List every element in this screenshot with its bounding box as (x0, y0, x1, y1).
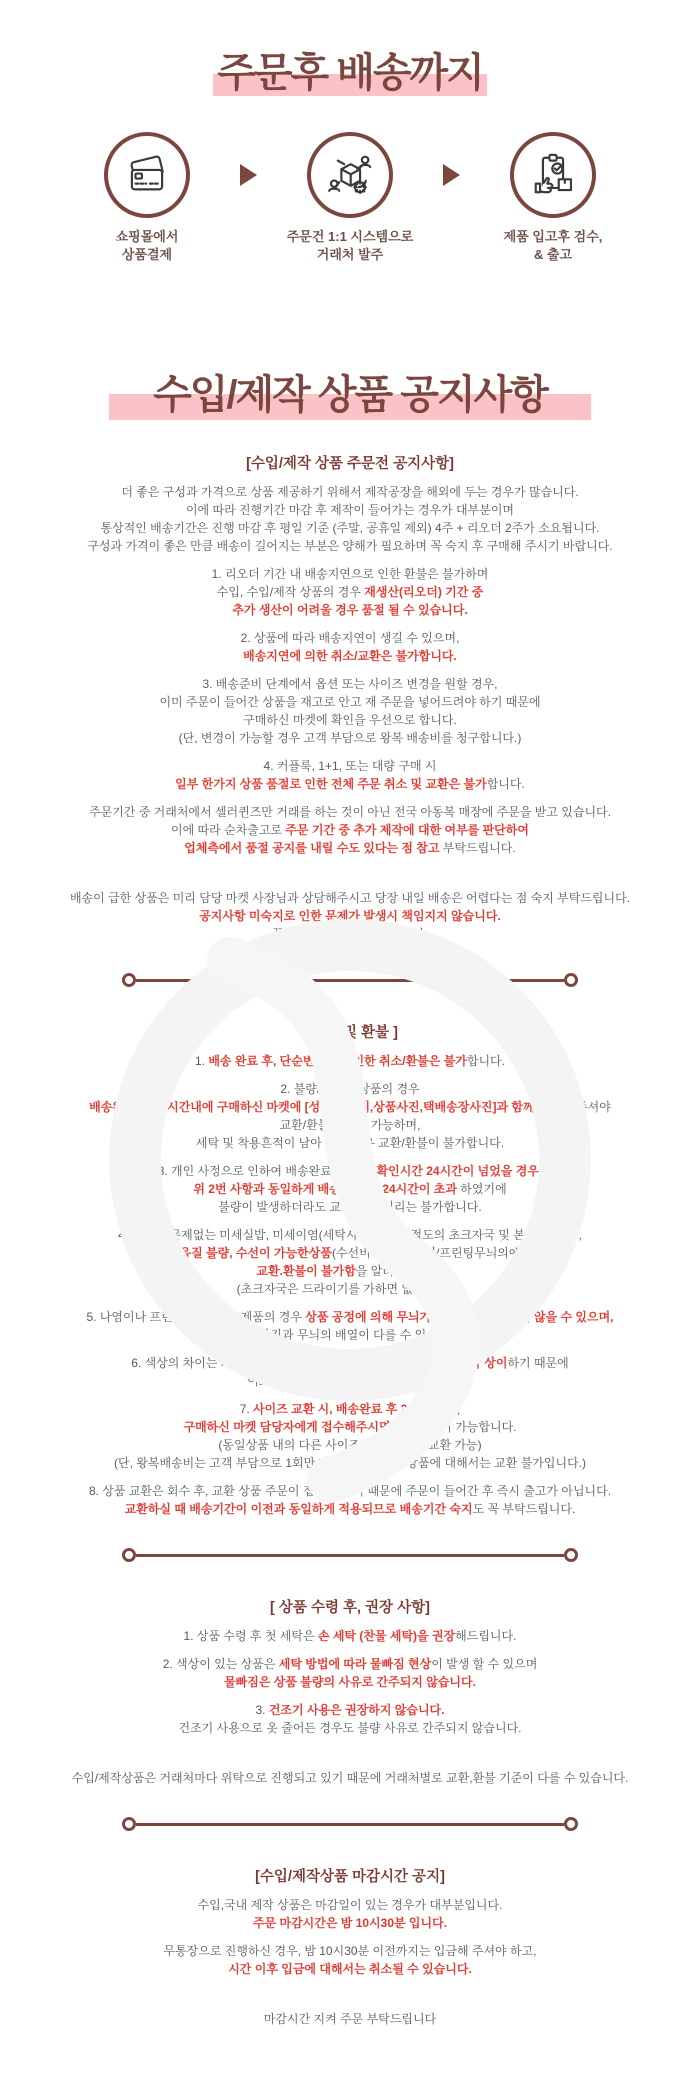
notice-text: 이 발생 할 수 있으며 (431, 1657, 538, 1672)
notice-paragraph (40, 1701, 660, 1737)
notice-text-emphasis: 세탁 방법에 따라 물빠짐 현상 (278, 1657, 432, 1672)
inspection-shipping-icon (510, 132, 596, 218)
section-header-after-receipt: [ 상품 수령 후, 권장 사항] (270, 1600, 430, 1617)
notice-text-emphasis: 교환하실 때 배송기간이 이전과 동일하게 적용되므로 배송기간 숙지 (124, 1502, 473, 1517)
notice-title (0, 372, 700, 418)
notice-text: 이로 인한 교환,환불 처리가 불가합니다. (247, 1374, 453, 1389)
notice-paragraph (40, 757, 660, 793)
notice-paragraph (40, 1226, 660, 1298)
notice-paragraph (40, 1162, 660, 1216)
notice-paragraph (40, 803, 660, 857)
notice-paragraph (40, 1080, 660, 1152)
notice-paragraph (40, 675, 660, 747)
notice-text: 해드립니다. (455, 1629, 517, 1644)
notice-paragraph (40, 1482, 660, 1518)
section-divider (122, 973, 578, 987)
footer-spacer (0, 2028, 700, 2088)
notice-text: 3. 배송준비 단계에서 옵션 또는 사이즈 변경을 원할 경우, (202, 677, 498, 692)
notice-text: 합니다. (466, 1054, 505, 1069)
notice-text: 배송이 급한 상품은 미리 담당 마켓 사장님과 상담해주시고 당장 내일 배송은 어렵다는 점 숙지 부탁드립니다. (69, 891, 631, 906)
notice-paragraph (40, 2010, 660, 2028)
notice-text: 주문기간 중 거래처에서 셀러퀸즈만 거래를 하는 것이 아닌 전국 아동복 매장에 주문을 받고 있습니다. (89, 805, 611, 820)
notice-text-emphasis: 구매하신 마켓 담당자에게 접수해주시면 교환 (183, 1420, 418, 1435)
notice-text: 통상적인 배송기간은 진행 마감 후 평일 기준 (주말, 공휴일 제외) 4주 + 리오더 2주가 소요됩니다. (100, 521, 600, 536)
notice-paragraph (40, 1308, 660, 1344)
notice-text: 이에 따라 순차출고로 (171, 823, 286, 838)
order-system-icon (307, 132, 393, 218)
section-header-deadline-notice: [수입/제작상품 마감시간 공지] (255, 1869, 445, 1886)
notice-text: 6. 색상의 차이는 (131, 1356, 221, 1371)
notice-text-emphasis: 위 2번 사항과 동일하게 배송완료 후 24시간이 초과 (193, 1182, 457, 1197)
notice-text: 불량이 발생하더라도 교환/환불 처리는 불가합니다. (218, 1200, 482, 1215)
notice-text: 8. 상품 교환은 회수 후, 교환 상품 주문이 접수가 되기 때문에 주문이 들어간 후 즉시 출고가 아닙니다. (88, 1484, 612, 1499)
section-divider (122, 1817, 578, 1831)
notice-paragraph (40, 889, 660, 943)
arrow-right-icon (443, 164, 460, 186)
notice-text: 진행이 가능합니다. (417, 1420, 517, 1435)
notice-paragraph (40, 1942, 660, 1978)
notice-text-emphasis: 배송완료 후 24시간내에 구매하신 마켓에 [성함,연락처,상품사진,택배송장사진]과 함께 접수 (89, 1100, 562, 1115)
section-header-pre-order-notice: [수입/제작 상품 주문전 공지사항] (246, 456, 454, 473)
process-title (0, 0, 700, 96)
divider-ring (122, 973, 136, 987)
notice-text-emphasis: 주문 기간 중 추가 제작에 대한 여부를 판단하여 (285, 823, 529, 838)
divider-ring (122, 1817, 136, 1831)
notice-paragraph (40, 1052, 660, 1070)
notice-text: 하였기에 (456, 1182, 507, 1197)
notice-text-emphasis: 업체측에서 품절 공지를 내릴 수도 있다는 점 참고 (184, 841, 440, 856)
divider-ring (122, 1548, 136, 1562)
process-step (257, 132, 443, 264)
notice-text: (동일상품 내의 다른 사이즈 및 색상으로 교환 가능) (218, 1438, 482, 1453)
notice-text: (단, 변경이 가능할 경우 고객 부담으로 왕복 배송비를 청구합니다.) (178, 731, 522, 746)
notice-text-emphasis: 손 세탁 (찬물 세탁)을 권장 (317, 1629, 456, 1644)
notice-text: 7. (239, 1402, 254, 1417)
process-step-label: 주문건 1:1 시스템으로 거래처 발주 (286, 229, 414, 263)
notice-text-emphasis: 교환.환불이 불가함 (256, 1264, 356, 1279)
divider-line (136, 979, 564, 982)
notice-text: 제품사진과 무늬의 배열이 다를 수 있습니다. (235, 1328, 465, 1343)
notice-text: 4. 커플룩, 1+1, 또는 대량 구매 시 (263, 759, 437, 774)
notice-text: 하기 때문에 (507, 1356, 569, 1371)
notice-text: 3. 개인 사정으로 인하여 배송완료 후 (157, 1164, 350, 1179)
notice-text: 1. (195, 1054, 209, 1069)
notice-text: 구성과 가격이 좋은 만큼 배송이 길어지는 부분은 양해가 필요하며 꼭 숙지 후 구매해 주시기 바랍니다. (87, 539, 613, 554)
section-divider (122, 1548, 578, 1562)
notice-text-emphasis: 주문 마감시간은 밤 10시30분 입니다. (252, 1916, 448, 1931)
notice-text-emphasis: 공지사항 미숙지로 인한 문제가 발생시 책임지지 않습니다. (199, 909, 501, 924)
notice-text-emphasis: 택배 확인시간 24시간이 넘었을 경우, (350, 1164, 543, 1179)
notice-text: 수입, 수입/제작 상품의 경우 (216, 585, 365, 600)
notice-text: 2. 상품에 따라 배송지연이 생길 수 있으며, (240, 631, 460, 646)
notice-text-emphasis: 추가 생산이 어려울 경우 품절 될 수 있습니다. (232, 603, 468, 618)
notice-text-emphasis: 재생산(리오더) 기간 중 (364, 585, 484, 600)
notice-text: 이미 주문이 들어간 상품을 재고로 안고 재 주문을 넣어드려야 하기 때문에 (159, 695, 541, 710)
notice-text-emphasis: 개인이 사용하는 화면 디스플레이의 해상도에 따라 상이 (220, 1356, 508, 1371)
divider-ring (564, 1817, 578, 1831)
notice-paragraph (40, 565, 660, 619)
notice-text: 더 좋은 구성과 가격으로 상품 제공하기 위해서 제작공장을 해외에 두는 경우가 많습니다. (121, 485, 579, 500)
process-steps (0, 132, 700, 264)
notice-text-emphasis: 일부 한가지 상품 품절로 인한 전체 주문 취소 및 교환은 불가 (175, 777, 487, 792)
notice-text-emphasis: 배송지연에 의한 취소/교환은 불가합니다. (243, 649, 457, 664)
divider-ring (564, 973, 578, 987)
notice-text: 해 주셔야 (561, 1100, 611, 1115)
notice-paragraph (40, 629, 660, 665)
notice-text: 수입,국내 제작 상품은 마감일이 있는 경우가 대부분입니다. (197, 1898, 503, 1913)
section-header-exchange-refund: [ 교환 및 환불 ] (302, 1025, 398, 1042)
notice-text-emphasis: 배송 완료 후, 단순변심으로 인한 취소/환불은 불가 (208, 1054, 467, 1069)
divider-line (136, 1823, 564, 1826)
notice-paragraph (40, 1896, 660, 1932)
notice-text-emphasis: 물빠짐은 상품 불량의 사유로 간주되지 않습니다. (224, 1675, 476, 1690)
notice-text: 도 꼭 부탁드립니다. (472, 1502, 576, 1517)
notice-text: 수입/제작상품은 거래처마다 위탁으로 진행되고 있기 때문에 거래처별로 교환,환불 기준이 다를 수 있습니다. (71, 1771, 629, 1786)
divider-line (136, 1554, 564, 1557)
divider-ring (564, 1548, 578, 1562)
notice-text: 구매하신 마켓에 확인을 우선으로 합니다. (243, 713, 457, 728)
notice-text: (단, 왕복배송비는 고객 부담으로 1회만 가능하며 품절된 상품에 대해서는 교환 불가입니다.) (114, 1456, 586, 1471)
notice-text: 2. 불량/오배송 상품의 경우 (280, 1082, 420, 1097)
notice-text-emphasis: 건조기 사용은 권장하지 않습니다. (268, 1703, 445, 1718)
notice-text: 2. 색상이 있는 상품은 (162, 1657, 279, 1672)
notice-text: 건조기 사용으로 옷 줄어든 경우도 불량 사유로 간주되지 않습니다. (178, 1721, 522, 1736)
notice-text: 마감시간 지켜 주문 부탁드립니다 (263, 2012, 437, 2027)
notice-paragraph (40, 1769, 660, 1787)
process-step (460, 132, 646, 264)
process-title-text: 주문후 배송까지 (217, 51, 483, 95)
notice-paragraph (40, 1354, 660, 1390)
notice-text: 1. 상품 수령 후 첫 세탁은 (183, 1629, 318, 1644)
notice-text: 무통장으로 진행하신 경우, 밤 10시30분 이전까지는 입금해 주셔야 하고, (163, 1944, 537, 1959)
notice-paragraph (40, 483, 660, 555)
notice-text: 교환/환불 처리가 가능하며, (279, 1118, 421, 1133)
process-step (54, 132, 240, 264)
notice-text: 부탁드립니다. (439, 841, 516, 856)
notice-paragraph (40, 1627, 660, 1645)
notice-text: 꼭 숙지 후 구매 부탁드립니다. (272, 927, 428, 942)
notice-paragraph (40, 1400, 660, 1472)
notice-text-emphasis: 사이즈 교환 시, 배송완료 후 24시간내에 (253, 1402, 461, 1417)
notice-title-text: 수입/제작 상품 공지사항 (153, 373, 547, 418)
notice-text: 이에 따라 진행기간 마감 후 제작이 들어가는 경우가 대부분이며 (185, 503, 515, 518)
notice-sections (0, 452, 700, 2028)
notice-text: 4. 착용에 문제없는 미세실밥, 미세이염(세탁시 지워지는 정도의 초크자국 및 본드자국 등), (118, 1228, 582, 1243)
notice-paragraph (40, 1655, 660, 1691)
notice-text: (수선비지원선) 나염/프린팅무늬의에 대해서는 (331, 1246, 571, 1261)
notice-text: 을 알려드립니다. (355, 1264, 444, 1279)
notice-text: 합니다. (486, 777, 525, 792)
notice-text-emphasis: 상품 공정에 의해 무늬가 일정하게 이어지지 않을 수 있으며, (305, 1310, 614, 1325)
notice-text: (초크자국은 드라이기를 가하면 없어집니다) (236, 1282, 464, 1297)
process-step-label: 제품 입고후 검수, & 출고 (503, 229, 603, 263)
notice-text: 5. 나염이나 프린팅 무늬 원단 제품의 경우 (86, 1310, 306, 1325)
notice-text-emphasis: 시간 이후 입금에 대해서는 취소될 수 있습니다. (228, 1962, 472, 1977)
credit-card-icon (104, 132, 190, 218)
notice-text: 1. 리오더 기간 내 배송지연으로 인한 환불은 불가하며 (211, 567, 489, 582)
process-step-label: 쇼핑몰에서 상품결제 (115, 229, 179, 263)
notice-text-emphasis: 미세한 박음질 불량, 수선이 가능한상품 (129, 1246, 332, 1261)
notice-text: 3. (255, 1703, 269, 1718)
arrow-right-icon (240, 164, 257, 186)
notice-text: 세탁 및 착용흔적이 남아 있을 경우 교환/환불이 불가합니다. (195, 1136, 505, 1151)
